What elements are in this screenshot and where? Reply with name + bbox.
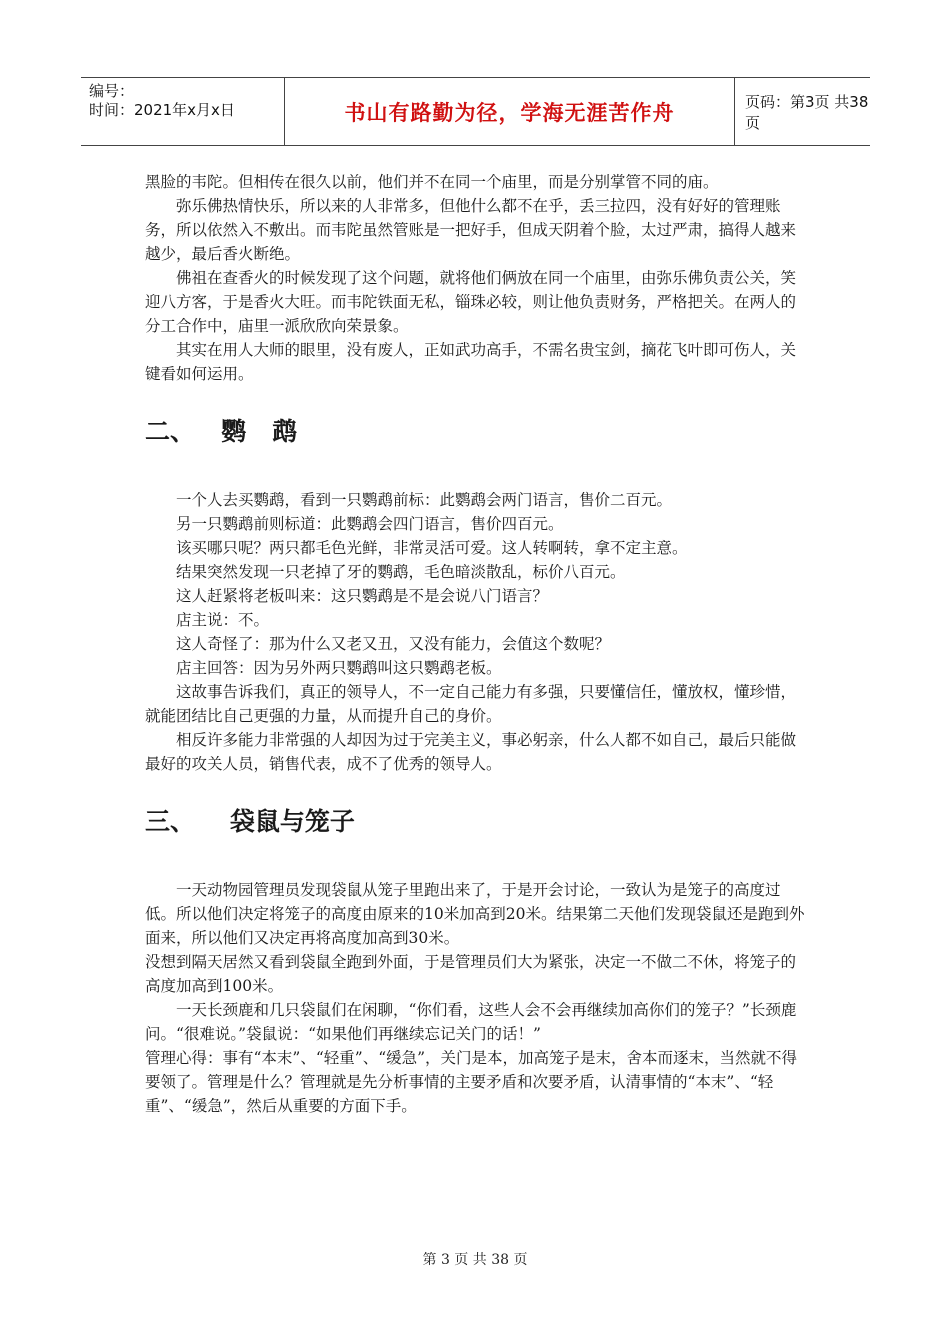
story-line: 该买哪只呢？两只都毛色光鲜，非常灵活可爱。这人转啊转，拿不定主意。 [176, 539, 688, 557]
story-line: 这人奇怪了：那为什么又老又丑，又没有能力，会值这个数呢？ [176, 635, 611, 653]
story-line: 店主说：不。 [176, 611, 270, 629]
story-line: 店主回答：因为另外两只鹦鹉叫这只鹦鹉老板。 [176, 659, 502, 677]
header-page-label: 页码：第3页 共38页 [745, 92, 869, 132]
paragraph: 一天动物园管理员发现袋鼠从笼子里跑出来了，于是开会讨论，一致认为是笼子的高度过低。所以他们决定将笼子的高度由原来的10米加高到20米。结果第二天他们发现袋鼠还是跑到外面来，所以他们又决定再将高度加高到30米。 [145, 881, 805, 947]
paragraph: 管理心得：事有“本末”、“轻重”、“缓急”，关门是本，加高笼子是末，舍本而逐末，当然就不得要领了。管理是什么？管理就是先分析事情的主要矛盾和次要矛盾，认清事情的“本末”、“轻重”、“缓急”，然后从重要的方面下手。 [145, 1049, 798, 1115]
story-line: 一个人去买鹦鹉，看到一只鹦鹉前标：此鹦鹉会两门语言，售价二百元。 [176, 491, 673, 509]
section-heading-kangaroo: 三、 袋鼠与笼子 [145, 807, 355, 836]
number-label: 编号： [89, 82, 135, 100]
paragraph: 这故事告诉我们，真正的领导人，不一定自己能力有多强，只要懂信任，懂放权，懂珍惜，就能团结比自己更强的力量，从而提升自己的身价。 [145, 683, 797, 725]
paragraph: 弥乐佛热情快乐，所以来的人非常多，但他什么都不在乎，丢三拉四，没有好好的管理账务，所以依然入不敷出。而韦陀虽然管账是一把好手，但成天阴着个脸，太过严肃，搞得人越来越少，最后香火断绝。 [145, 197, 797, 263]
story-line: 另一只鹦鹉前则标道：此鹦鹉会四门语言，售价四百元。 [176, 515, 564, 533]
section-heading-parrot: 二、 鹦 鹉 [145, 417, 298, 446]
paragraph: 佛祖在查香火的时候发现了这个问题，就将他们俩放在同一个庙里，由弥乐佛负责公关，笑迎八方客，于是香火大旺。而韦陀铁面无私，锱珠必较，则让他负责财务，严格把关。在两人的分工合作中，庙里一派欣欣向荣景象。 [145, 269, 797, 335]
page-header [81, 77, 870, 146]
paragraph: 一天长颈鹿和几只袋鼠们在闲聊，“你们看，这些人会不会再继续加高你们的笼子？”长颈鹿问。“很难说。”袋鼠说：“如果他们再继续忘记关门的话！” [145, 1001, 797, 1043]
header-meta [81, 78, 284, 145]
story-line: 这人赶紧将老板叫来：这只鹦鹉是不是会说八门语言？ [176, 587, 549, 605]
story-line: 结果突然发现一只老掉了牙的鹦鹉，毛色暗淡散乱，标价八百元。 [176, 563, 626, 581]
paragraph: 其实在用人大师的眼里，没有废人，正如武功高手，不需名贵宝剑，摘花飞叶即可伤人，关键看如何运用。 [145, 341, 797, 383]
paragraph: 黑脸的韦陀。但相传在很久以前，他们并不在同一个庙里，而是分别掌管不同的庙。 [145, 173, 719, 191]
paragraph: 相反许多能力非常强的人却因为过于完美主义，事必躬亲，什么人都不如自己，最后只能做最好的攻关人员，销售代表，成不了优秀的领导人。 [145, 731, 797, 773]
paragraph: 没想到隔天居然又看到袋鼠全跑到外面，于是管理员们大为紧张，决定一不做二不休，将笼子的高度加高到100米。 [145, 953, 797, 995]
time-label: 时间：2021年x月x日 [89, 101, 235, 119]
document-body [145, 170, 808, 1118]
header-motto: 书山有路勤为径，学海无涯苦作舟 [284, 78, 735, 145]
page-footer: 第 3 页 共 38 页 [422, 1252, 528, 1268]
